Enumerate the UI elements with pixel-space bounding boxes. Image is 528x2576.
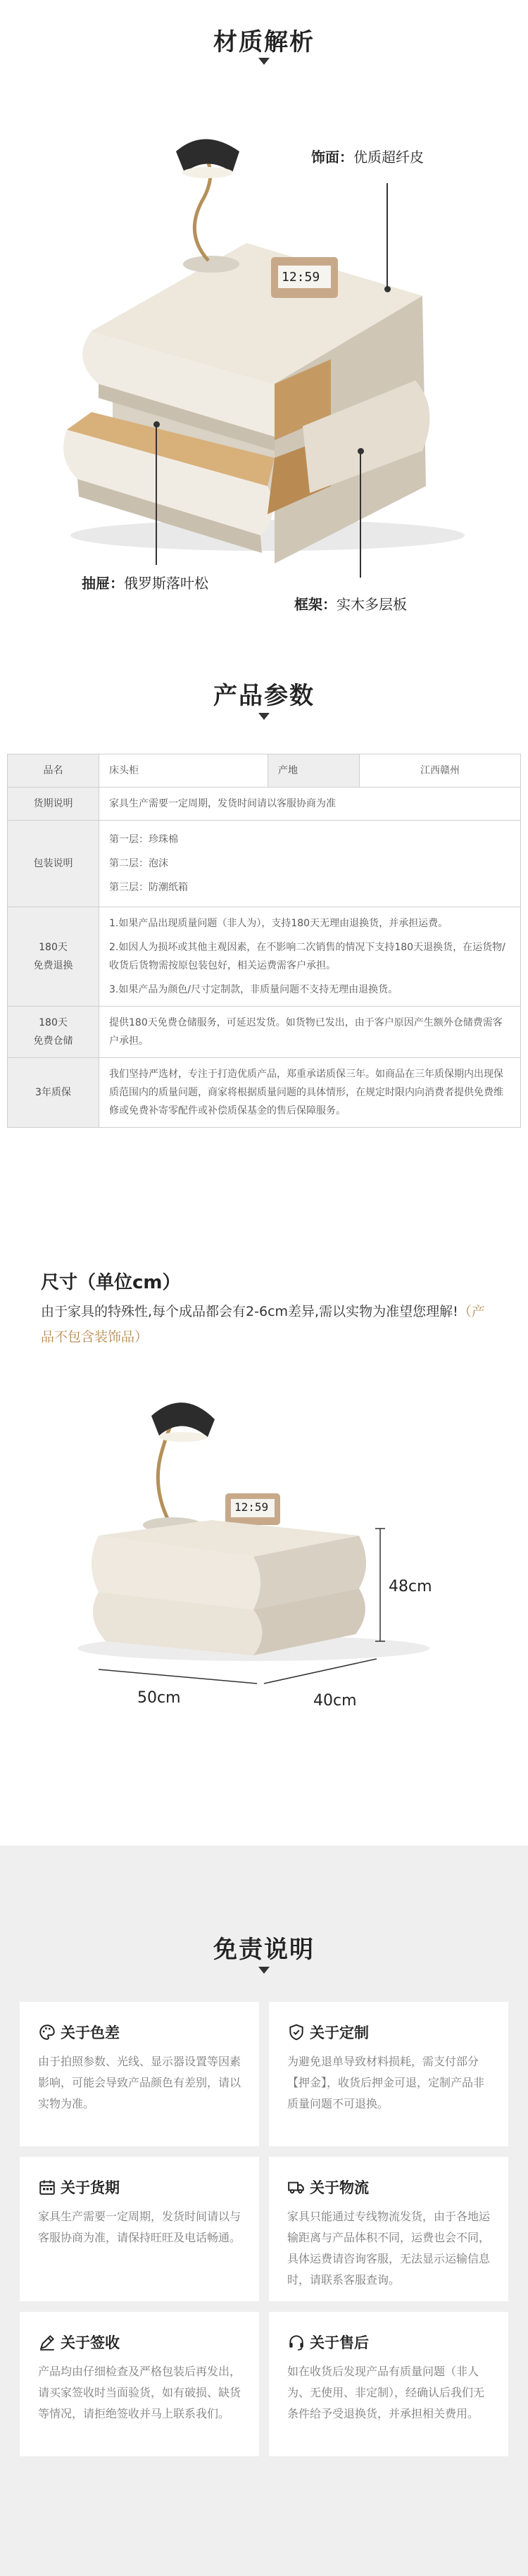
storage-key	[8, 1007, 99, 1058]
drawer-label: 抽屉：	[82, 575, 124, 592]
frame-leader-line	[360, 451, 361, 578]
width-dimension: 50cm	[137, 1689, 181, 1707]
finish-annotation	[311, 146, 424, 166]
finish-label: 饰面：	[311, 149, 353, 166]
params-section	[0, 634, 528, 1226]
card-title: 关于定制	[310, 2024, 369, 2041]
card-title: 关于货期	[61, 2179, 120, 2196]
name-key: 品名	[8, 754, 99, 788]
table-row	[8, 1007, 521, 1058]
size-section	[0, 1226, 528, 1846]
delivery-value: 家具生产需要一定周期，发货时间请以客服协商为准	[99, 788, 521, 821]
nightstand-dimension-image	[0, 1226, 528, 1846]
size-title: 尺寸（单位cm）	[41, 1272, 181, 1293]
disclaimer-title: 免责说明	[213, 1936, 315, 1964]
title-down-arrow-icon	[258, 1967, 270, 1974]
palette-icon	[38, 2023, 56, 2041]
storage-key-line: 180天	[39, 1017, 68, 1028]
table-row	[8, 821, 521, 907]
frame-label: 框架：	[294, 596, 337, 613]
title-down-arrow-icon	[258, 713, 270, 720]
return-value	[99, 907, 521, 1007]
headset-icon	[287, 2333, 306, 2351]
frame-annotation	[294, 593, 407, 614]
height-dimension: 48cm	[389, 1578, 432, 1595]
nightstand-open-drawers-image	[0, 0, 528, 634]
drawer-value: 俄罗斯落叶松	[124, 575, 208, 592]
table-row	[8, 907, 521, 1007]
card-body: 由于拍照参数、光线、显示器设置等因素影响，可能会导致产品颜色有差别，请以实物为准。	[38, 2055, 241, 2110]
size-desc-text: 由于家具的特殊性,每个成品都会有2-6cm差异,需以实物为准望您理解!	[41, 1304, 458, 1319]
material-title: 材质解析	[213, 28, 315, 56]
return-line: 3.如果产品为颜色/尺寸定制款，非质量问题不支持无理由退换货。	[109, 984, 398, 995]
card-title: 关于签收	[61, 2334, 120, 2351]
drawer-annotation	[82, 572, 208, 592]
size-clock-display: 12:59	[234, 1500, 269, 1514]
return-key-line: 180天	[39, 942, 68, 953]
origin-key: 产地	[268, 754, 360, 788]
name-value: 床头柜	[99, 754, 268, 788]
warranty-key: 3年质保	[8, 1058, 99, 1128]
card-body: 为避免退单导致材料损耗，需支付部分【押金】，收货后押金可退，定制产品非质量问题不可退换。	[287, 2055, 485, 2110]
packing-value	[99, 821, 521, 907]
sign-icon	[38, 2333, 56, 2351]
card-logistics	[269, 2157, 508, 2301]
card-signing	[20, 2312, 259, 2456]
size-note: （产品不包含装饰品）	[41, 1304, 485, 1345]
card-body: 家具生产需要一定周期，发货时间请以与客服协商为准，请保持旺旺及电话畅通。	[38, 2210, 241, 2244]
truck-icon	[287, 2178, 306, 2196]
card-title: 关于物流	[310, 2179, 369, 2196]
drawer-leader-line	[156, 424, 157, 565]
storage-value: 提供180天免费仓储服务，可延迟发货。如货物已发出，由于客户原因产生额外仓储费需客户承担。	[99, 1007, 521, 1058]
clock-display: 12:59	[282, 270, 320, 285]
return-key-line: 免费退换	[33, 960, 73, 971]
card-customization	[269, 2002, 508, 2146]
packing-line: 第三层：防潮纸箱	[109, 882, 188, 893]
depth-dimension: 40cm	[313, 1692, 357, 1710]
card-title: 关于色差	[61, 2024, 120, 2041]
origin-value: 江西赣州	[360, 754, 521, 788]
disclaimer-section	[0, 1846, 528, 2576]
card-title: 关于售后	[310, 2334, 369, 2351]
table-row	[8, 1058, 521, 1128]
card-delivery	[20, 2157, 259, 2301]
card-body: 如在收货后发现产品有质量问题（非人为、无使用、非定制），经确认后我们无条件给予受退换货，并承担相关费用。	[287, 2365, 485, 2420]
packing-line: 第一层：珍珠棉	[109, 834, 178, 845]
table-row	[8, 788, 521, 821]
card-color-difference	[20, 2002, 259, 2146]
card-body: 产品均由仔细检查及严格包装后再发出，请买家签收时当面验货，如有破损、缺货等情况，请拒绝签收并马上联系我们。	[38, 2365, 241, 2420]
delivery-key: 货期说明	[8, 788, 99, 821]
return-line: 2.如因人为损坏或其他主观因素，在不影响二次销售的情况下支持180天退换货，在运货物/收货后货物需按原包装包好，相关运费需客户承担。	[109, 942, 505, 971]
card-after-sales	[269, 2312, 508, 2456]
packing-key: 包装说明	[8, 821, 99, 907]
table-row	[8, 754, 521, 788]
packing-line: 第二层：泡沫	[109, 858, 168, 869]
calendar-icon	[38, 2178, 56, 2196]
warranty-value: 我们坚持严选材，专注于打造优质产品，郑重承诺质保三年。如商品在三年质保期内出现保质范围内的质量问题，商家将根据质量问题的具体情形，在规定时限内向消费者提供免费维修或免费补寄零配件或补偿质保基金的售后保障服务。	[99, 1058, 521, 1128]
finish-value: 优质超纤皮	[353, 149, 424, 166]
return-line: 1.如果产品出现质量问题（非人为），支持180天无理由退换货，并承担运费。	[109, 918, 448, 929]
finish-leader-line	[386, 183, 388, 289]
storage-key-line: 免费仓储	[33, 1035, 73, 1047]
frame-value: 实木多层板	[337, 596, 407, 613]
params-title: 产品参数	[213, 682, 315, 710]
material-section	[0, 0, 528, 634]
shield-icon	[287, 2023, 306, 2041]
return-key	[8, 907, 99, 1007]
spec-table	[7, 754, 521, 1128]
card-body: 家具只能通过专线物流发货，由于各地运输距离与产品体积不同，运费也会不同，具体运费请咨询客服，无法显示运输信息时，请联系客服查询。	[287, 2210, 491, 2286]
